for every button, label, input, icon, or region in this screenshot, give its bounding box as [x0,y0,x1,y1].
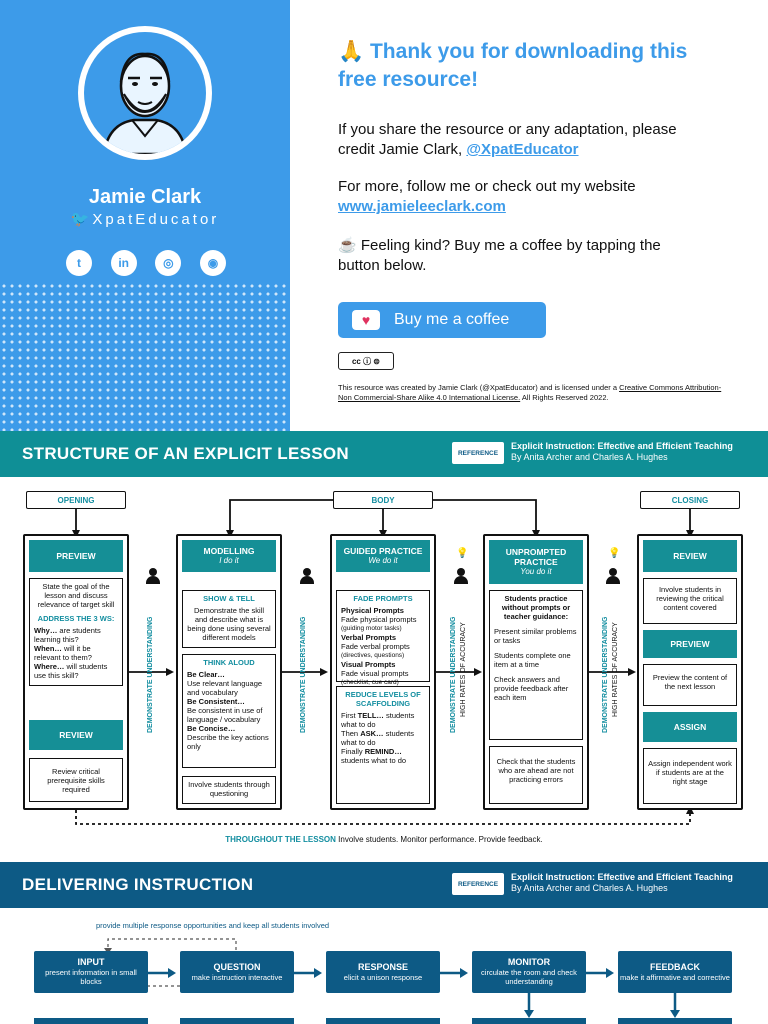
step-title: INPUT [77,957,105,967]
why-label: Why… [34,626,58,635]
step-desc: present information in small blocks [45,968,137,986]
guided-header [336,540,430,572]
step-desc: make it affirmative and corrective [620,972,730,982]
step-input [34,951,148,993]
show-tell-title: SHOW & TELL [203,594,255,603]
modelling-title: MODELLING [203,546,255,556]
assign-header: ASSIGN [643,712,737,742]
closing-review-box: Involve students in reviewing the critical content covered [643,578,737,624]
demonstrate-understanding-label: DEMONSTRATE UNDERSTANDING [147,616,154,734]
podcast-icon[interactable]: ◉ [200,250,226,276]
visual-text: Fade visual prompts [341,669,409,678]
profile-name: Jamie Clark [88,186,202,208]
consistent-text: Be consistent in use of language / vocabulary [187,706,263,724]
follow-paragraph [338,177,698,217]
profile-panel [0,0,290,432]
next-row-box [180,1018,294,1024]
first-word: First [341,711,358,720]
column-unprompted [483,534,589,810]
review-box: Review critical prerequisite skills required [29,758,123,802]
reference-tag: REFERENCE [452,442,504,464]
credit-handle-link[interactable]: @XpatEducator [466,141,579,158]
preview-box [29,578,123,686]
physical-example: (guiding motor tasks) [341,625,402,632]
step-question [180,951,294,993]
show-tell-box [182,590,276,648]
preview-header: PREVIEW [29,540,123,572]
assign-box: Assign independent work if students are at the right stage [643,748,737,804]
phase-opening: OPENING [26,491,126,509]
then-word: Then [341,729,361,738]
twitter-bird-icon: 🐦 [70,211,93,228]
student-icon [300,568,314,584]
column-modelling [176,534,282,810]
scaffolding-title: REDUCE LEVELS OF SCAFFOLDING [345,690,421,708]
cc-license-badge[interactable]: cc ⓘ ⊜ [338,352,394,370]
student-icon [146,568,160,584]
license-suffix: All Rights Reserved 2022. [521,393,609,402]
when-label: When… [34,644,62,653]
step-title: MONITOR [507,957,551,967]
twitter-icon[interactable]: t [66,250,92,276]
unprompted-sub: You do it [520,567,552,576]
step-feedback [618,951,732,993]
license-link[interactable]: Creative Commons Attribution-Non Commercial-Share Alike 4.0 International License. [338,383,722,402]
ask-word: ASK… [360,729,384,738]
license-text [338,383,728,403]
clear-text: Use relevant language and vocabulary [187,679,263,697]
next-row-box [34,1018,148,1024]
step-title: RESPONSE [357,961,408,972]
closing-preview-box: Preview the content of the next lesson [643,664,737,706]
step-title: FEEDBACK [649,961,700,972]
delivering-banner [0,862,768,908]
column-closing [637,534,743,810]
show-tell-text: Demonstrate the skill and describe what is being done using several different models [187,606,271,642]
high-rates-label: HIGH RATES OF ACCURACY [460,622,467,718]
modelling-header [182,540,276,572]
unprompted-box [489,590,583,740]
when-item [34,644,118,662]
next-row-box [326,1018,440,1024]
check-errors-box: Check that the students who are ahead are not practicing errors [489,746,583,804]
dot-pattern [0,282,290,432]
throughout-text: Involve students. Monitor performance. Provide feedback. [338,835,543,844]
scaffolding-box [336,686,430,804]
linkedin-icon[interactable]: in [111,250,137,276]
lightbulb-icon: 💡 [608,548,621,559]
step-response [326,951,440,993]
verbal-label: Verbal Prompts [341,633,397,642]
unprompted-point-2: Students complete one item at a time [494,651,571,669]
involve-box: Involve students through questioning [182,776,276,804]
reference-authors: By Anita Archer and Charles A. Hughes [511,452,668,462]
remind-step [341,747,425,765]
step-title: QUESTION [213,961,261,972]
unprompted-title: UNPROMPTED PRACTICE [505,547,567,567]
review-header: REVIEW [29,720,123,750]
guided-title: GUIDED PRACTICE [343,546,423,556]
coffee-text: ☕ Feeling kind? Buy me a coffee by tapping the button below. [338,237,661,274]
tell-rest: students what to do [341,711,415,729]
unprompted-header [489,540,583,584]
concise-label: Be Concise… [187,724,236,733]
credit-text: If you share the resource or any adaptation, please credit Jamie Clark, [338,121,677,158]
next-row-box [472,1018,586,1024]
avatar-illustration [84,32,206,154]
student-icon [454,568,468,584]
preview-goal: State the goal of the lesson and discuss relevance of target skill [37,582,115,609]
visual-example: (checklist, cue card) [341,679,399,686]
verbal-text: Fade verbal prompts [341,642,410,651]
credit-paragraph [338,120,698,160]
finally-word: Finally [341,747,365,756]
reference-title: Explicit Instruction: Effective and Efficient Teaching [511,441,733,451]
demonstrate-understanding-label: DEMONSTRATE UNDERSTANDING [602,616,609,734]
step-desc: make instruction interactive [191,972,283,982]
where-label: Where… [34,662,65,671]
social-links [66,250,226,276]
clear-label: Be Clear… [187,670,225,679]
remind-rest: students what to do [341,756,407,765]
throughout-lesson-note [0,835,768,844]
phase-body: BODY [333,491,433,509]
reference-tag: REFERENCE [452,873,504,895]
reference-authors: By Anita Archer and Charles A. Hughes [511,883,668,893]
fade-prompts-box [336,590,430,686]
unprompted-point-1: Present similar problems or tasks [494,627,577,645]
tell-word: TELL… [357,711,384,720]
heart-icon: ♥ [352,310,380,330]
consistent-label: Be Consistent… [187,697,245,706]
lightbulb-icon: 💡 [456,548,469,559]
ask-rest: students what to do [341,729,414,747]
demonstrate-understanding-label: DEMONSTRATE UNDERSTANDING [450,616,457,734]
step-monitor [472,951,586,993]
thanks-heading: 🙏 Thank you for downloading this free resource! [338,40,688,91]
follow-text: For more, follow me or check out my website [338,178,636,195]
guided-sub: We do it [368,556,398,565]
coffee-button-label: Buy me a coffee [394,311,510,328]
remind-word: REMIND… [364,747,402,756]
delivering-title: DELIVERING INSTRUCTION [22,875,254,894]
structure-title: STRUCTURE OF AN EXPLICIT LESSON [22,444,349,463]
high-rates-label: HIGH RATES OF ACCURACY [612,622,619,718]
concise-text: Describe the key actions only [187,733,269,751]
ask-step [341,729,425,747]
avatar [78,26,212,160]
throughout-label: THROUGHOUT THE LESSON [225,835,336,844]
where-item [34,662,118,680]
website-link[interactable]: www.jamieleeclark.com [338,198,506,215]
fade-prompts-title: FADE PROMPTS [353,594,413,603]
modelling-sub: I do it [219,556,239,565]
closing-preview-header: PREVIEW [643,630,737,658]
think-aloud-box [182,654,276,768]
handle-text: XpatEducator [92,211,220,228]
structure-banner [0,431,768,477]
verbal-example: (directives, questions) [341,652,405,659]
think-aloud-title: THINK ALOUD [203,658,255,667]
step-desc: circulate the room and check understanding [481,968,577,986]
physical-text: Fade physical prompts [341,615,417,624]
physical-label: Physical Prompts [341,606,404,615]
reference-title: Explicit Instruction: Effective and Efficient Teaching [511,872,733,882]
student-icon [606,568,620,584]
demonstrate-understanding-label: DEMONSTRATE UNDERSTANDING [300,616,307,734]
column-guided [330,534,436,810]
step-desc: elicit a unison response [343,972,423,982]
visual-label: Visual Prompts [341,660,396,669]
column-opening [23,534,129,810]
phase-closing: CLOSING [640,491,740,509]
license-prefix: This resource was created by Jamie Clark (@XpatEducator) and is licensed under a [338,383,617,392]
instagram-icon[interactable]: ◎ [155,250,181,276]
loop-note: provide multiple response opportunities and keep all students involved [96,921,330,930]
buy-coffee-button[interactable] [338,302,546,338]
profile-handle [0,210,290,228]
next-row-box [618,1018,732,1024]
why-item [34,626,118,644]
unprompted-point-3: Check answers and provide feedback after each item [494,675,569,702]
address-3ws-title: ADDRESS THE 3 WS: [37,614,115,623]
why-text: are students learning this? [34,626,101,644]
tell-step [341,711,425,729]
closing-review-header: REVIEW [643,540,737,572]
unprompted-lead: Students practice without prompts or teacher guidance: [501,594,571,621]
where-text: will students use this skill? [34,662,108,680]
when-text: will it be relevant to them? [34,644,92,662]
